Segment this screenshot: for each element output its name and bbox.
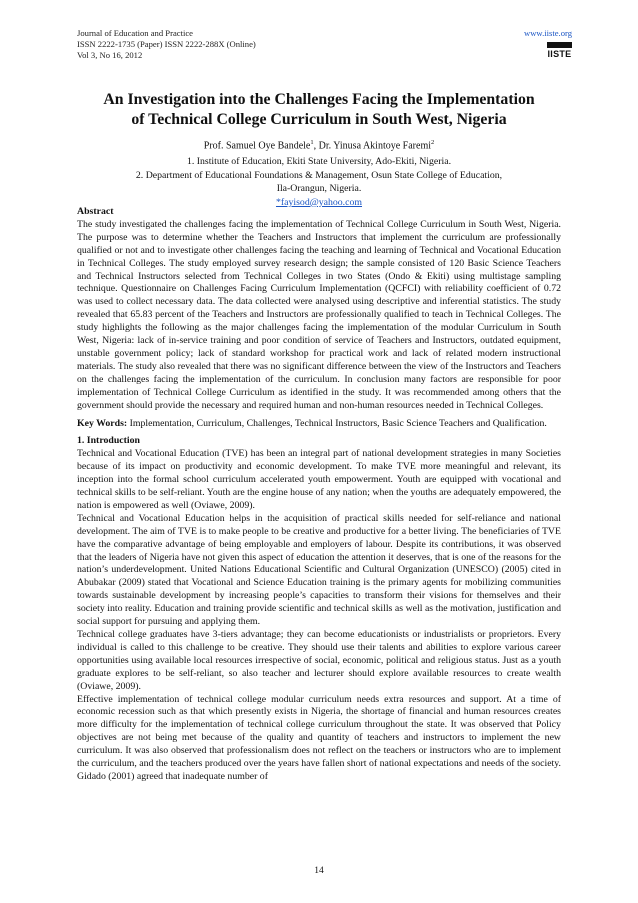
paragraph-3: Technical college graduates have 3-tiers advantage; they can become educationists or industrialists or proprietors. Every individual is called to this challenge to be creative. They should use their talents and abilities to explore various career opportunities using available local resources irrespective of social, economic, political and religious status. Just as a youth graduate explores to be self-reliant, so also teacher and lecturer should explore available resources to create wealth (Oviawe, 2009). <box>77 629 561 692</box>
page-number: 14 <box>314 866 324 876</box>
title-line-2: of Technical College Curriculum in South West, Nigeria <box>131 111 507 128</box>
journal-volume: Vol 3, No 16, 2012 <box>77 50 143 60</box>
journal-issn: ISSN 2222-1735 (Paper) ISSN 2222-288X (Online) <box>77 39 256 49</box>
affiliation-2-cont: Ila-Orangun, Nigeria. <box>276 183 362 195</box>
abstract-heading: Abstract <box>77 206 114 217</box>
keywords-text: Implementation, Curriculum, Challenges, Technical Instructors, Basic Science Teachers and Qualification. <box>127 417 547 429</box>
abstract-text: The study investigated the challenges facing the implementation of Technical College Curriculum in South West, Nigeria. The purpose was to determine whether the Teachers and Instructors that implement the curriculum are professionally qualified or not and to investigate other challenges facing the teaching and learning of Technical and Vocational Education in Technical Colleges. The study employed survey research design; the sample consisted of 120 Basic Science Teachers and Technical Instructors selected from Technical Colleges in two States (Ondo & Ekiti) using multistage sampling technique. Questionnaire on Challenges Facing Curriculum Implementation (QCFCI) with reliability coefficient of 0.72 was used to collect necessary data. The data collected were analysed using descriptive and inferential statistics. The study revealed that 65.83 percent of the Teachers and Instructors are professionally qualified to teach in Technical Colleges. The study highlights the following as the major challenges facing the implementation of the modular Curriculum in South West, Nigeria: lack of in-service training and poor condition of service of Teachers and Instructors, outdated equipment, unstable government policy; lack of standard workshop for practical work and lack of related modern instructional materials. The study also revealed that there was no significant difference between the view of the Instructors and Teachers on the challenges facing the implementation of the curriculum. In conclusion many factors are responsible for poor implementation of Technical College Curriculum as identified in the study. It was recommended among others that the government should provide the necessary and required human and non-human resources needed in Technical Colleges. <box>77 218 561 411</box>
affiliation-2: 2. Department of Educational Foundations & Management, Osun State College of Education, <box>135 169 503 181</box>
journal-url[interactable]: www.iiste.org <box>524 28 572 38</box>
author-1-sup: 1 <box>310 139 314 146</box>
journal-header <box>77 28 256 61</box>
paper-body <box>77 206 561 784</box>
title-line-1: An Investigation into the Challenges Facing the Implementation <box>103 91 535 108</box>
logo-text: IISTE <box>547 49 572 59</box>
paragraph-4: Effective implementation of technical college modular curriculum needs extra resources and support. At a time of economic recession such as that which presently exists in Nigeria, the shortage of financial and human resources creates more difficulty for the implementation of technical college curriculum throughout the state. It was observed that Policy objectives are not being met because of the quality and quantity of teachers and instructors to implement the new curriculum. It was also observed that professionalism does not reflect on the teachers or instructors who are to implement the curriculum, and the teachers produced over the years have fallen short of national expectations and needs of the society. Gidado (2001) agreed that inadequate number of <box>77 693 561 782</box>
author-2-sup: 2 <box>431 139 435 146</box>
affiliation-1: 1. Institute of Education, Ekiti State University, Ado-Ekiti, Nigeria. <box>186 156 452 167</box>
paper-title <box>70 90 568 130</box>
keywords <box>77 418 561 431</box>
section-heading: 1. Introduction <box>77 435 140 447</box>
author-1: Prof. Samuel Oye Bandele <box>203 140 311 152</box>
journal-name: Journal of Education and Practice <box>77 28 193 38</box>
author-2: , Dr. Yinusa Akintoye Faremi <box>313 140 432 152</box>
affiliations <box>70 155 568 209</box>
iiste-logo <box>547 42 572 63</box>
keywords-label: Key Words: <box>77 417 128 429</box>
paragraph-1: Technical and Vocational Education (TVE) has been an integral part of national development strategies in many Societies because of its impact on productivity and economic development. To make TVE more meaningful and relevant, its inception into the formal school curriculum accelerated youth empowerment. Youth are equipped with vocational and technical skills to be self-reliant. Youth are the engine house of any nation; when the youths are adequately empowered, the nation is empowered as well (Oviawe, 2009). <box>77 448 561 511</box>
email-link[interactable]: *fayisod@yahoo.com <box>275 196 363 208</box>
paragraph-2: Technical and Vocational Education helps in the acquisition of practical skills needed for self-reliance and national development. The aim of TVE is to make people to be creative and productive for a better living. The beneficiaries of TVE have the comparative advantage of being employable and employers of labour. Despite its contributions, it was observed that the leaders of Nigeria have not given this aspect of education the attention it deserves, that is one of the reasons for the nation’s underdevelopment. United Nations Educational Scientific and Cultural Organization (UNESCO) (2005) cited in Abubakar (2009) stated that Vocational and Science Education training is the primary agents for mobilizing communities towards sustainable development by increasing people’s capacities to transform their visions for themselves and their society into reality. Education and training provide scientific and technical skills as well as the motivation, justification and social support for pursuing and applying them. <box>77 512 561 628</box>
authors <box>70 136 568 152</box>
